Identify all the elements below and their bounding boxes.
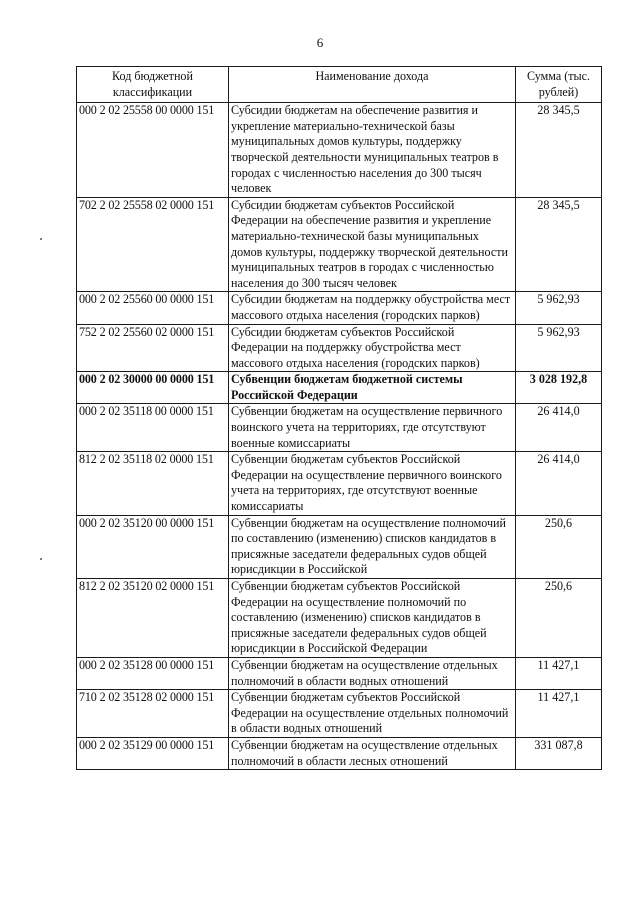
header-name: Наименование дохода <box>229 67 516 103</box>
table-row <box>77 452 602 515</box>
table-row <box>77 737 602 769</box>
table-row <box>77 657 602 689</box>
amount-cell: 3 028 192,8 <box>516 372 602 404</box>
budget-code-cell: 000 2 02 30000 00 0000 151 <box>77 372 229 404</box>
amount-cell: 26 414,0 <box>516 452 602 515</box>
table-row <box>77 404 602 452</box>
table-row <box>77 197 602 292</box>
budget-code-cell: 000 2 02 35120 00 0000 151 <box>77 515 229 578</box>
budget-code-cell: 702 2 02 25558 02 0000 151 <box>77 197 229 292</box>
income-name-cell: Субсидии бюджетам субъектов Российской Федерации на поддержку обустройства мест массового отдыха населения (городских парков) <box>229 324 516 372</box>
income-name-cell: Субвенции бюджетам на осуществление полномочий по составлению (изменению) списков кандидатов в присяжные заседатели федеральных судов общей юрисдикции в Российской <box>229 515 516 578</box>
budget-code-cell: 812 2 02 35118 02 0000 151 <box>77 452 229 515</box>
page-number: 6 <box>316 35 324 50</box>
amount-cell: 28 345,5 <box>516 197 602 292</box>
table-row <box>77 372 602 404</box>
scan-speck <box>40 238 42 240</box>
budget-code-cell: 710 2 02 35128 02 0000 151 <box>77 690 229 738</box>
budget-code-cell: 812 2 02 35120 02 0000 151 <box>77 579 229 658</box>
table-row <box>77 515 602 578</box>
scan-speck <box>40 558 42 560</box>
income-name-cell: Субсидии бюджетам на поддержку обустройства мест массового отдыха населения (городских парков) <box>229 292 516 324</box>
budget-code-cell: 000 2 02 25560 00 0000 151 <box>77 292 229 324</box>
table-row <box>77 292 602 324</box>
income-name-cell: Субсидии бюджетам на обеспечение развития и укрепление материально-технической базы муниципальных домов культуры, поддержку творческой деятельности муниципальных театров в городах с численностью населения до 300 тысяч человек <box>229 103 516 198</box>
amount-cell: 11 427,1 <box>516 690 602 738</box>
income-name-cell: Субвенции бюджетам на осуществление отдельных полномочий в области водных отношений <box>229 657 516 689</box>
table-row <box>77 579 602 658</box>
amount-cell: 250,6 <box>516 579 602 658</box>
income-name-cell: Субвенции бюджетам на осуществление первичного воинского учета на территориях, где отсутствуют военные комиссариаты <box>229 404 516 452</box>
amount-cell: 250,6 <box>516 515 602 578</box>
budget-code-cell: 752 2 02 25560 02 0000 151 <box>77 324 229 372</box>
table-row <box>77 690 602 738</box>
amount-cell: 28 345,5 <box>516 103 602 198</box>
amount-cell: 5 962,93 <box>516 324 602 372</box>
header-code: Код бюджетной классификации <box>77 67 229 103</box>
budget-code-cell: 000 2 02 35128 00 0000 151 <box>77 657 229 689</box>
income-name-cell: Субвенции бюджетам на осуществление отдельных полномочий в области лесных отношений <box>229 737 516 769</box>
income-name-cell: Субвенции бюджетам субъектов Российской Федерации на осуществление полномочий по составлению (изменению) списков кандидатов в присяжные заседатели федеральных судов общей юрисдикции в Российской Федерации <box>229 579 516 658</box>
income-name-cell: Субсидии бюджетам субъектов Российской Федерации на обеспечение развития и укрепление материально-технической базы муниципальных домов культуры, поддержку творческой деятельности муниципальных театров в городах с численностью населения до 300 тысяч человек <box>229 197 516 292</box>
budget-code-cell: 000 2 02 25558 00 0000 151 <box>77 103 229 198</box>
table-row <box>77 103 602 198</box>
header-sum: Сумма (тыс. рублей) <box>516 67 602 103</box>
income-name-cell: Субвенции бюджетам субъектов Российской Федерации на осуществление отдельных полномочий в области водных отношений <box>229 690 516 738</box>
amount-cell: 331 087,8 <box>516 737 602 769</box>
income-name-cell: Субвенции бюджетам субъектов Российской Федерации на осуществление первичного воинского учета на территориях, где отсутствуют военные комиссариаты <box>229 452 516 515</box>
amount-cell: 26 414,0 <box>516 404 602 452</box>
amount-cell: 5 962,93 <box>516 292 602 324</box>
budget-code-cell: 000 2 02 35129 00 0000 151 <box>77 737 229 769</box>
income-name-cell: Субвенции бюджетам бюджетной системы Российской Федерации <box>229 372 516 404</box>
table-header-row <box>77 67 602 103</box>
amount-cell: 11 427,1 <box>516 657 602 689</box>
budget-code-cell: 000 2 02 35118 00 0000 151 <box>77 404 229 452</box>
budget-table <box>76 66 602 770</box>
table-row <box>77 324 602 372</box>
table-body <box>77 103 602 770</box>
